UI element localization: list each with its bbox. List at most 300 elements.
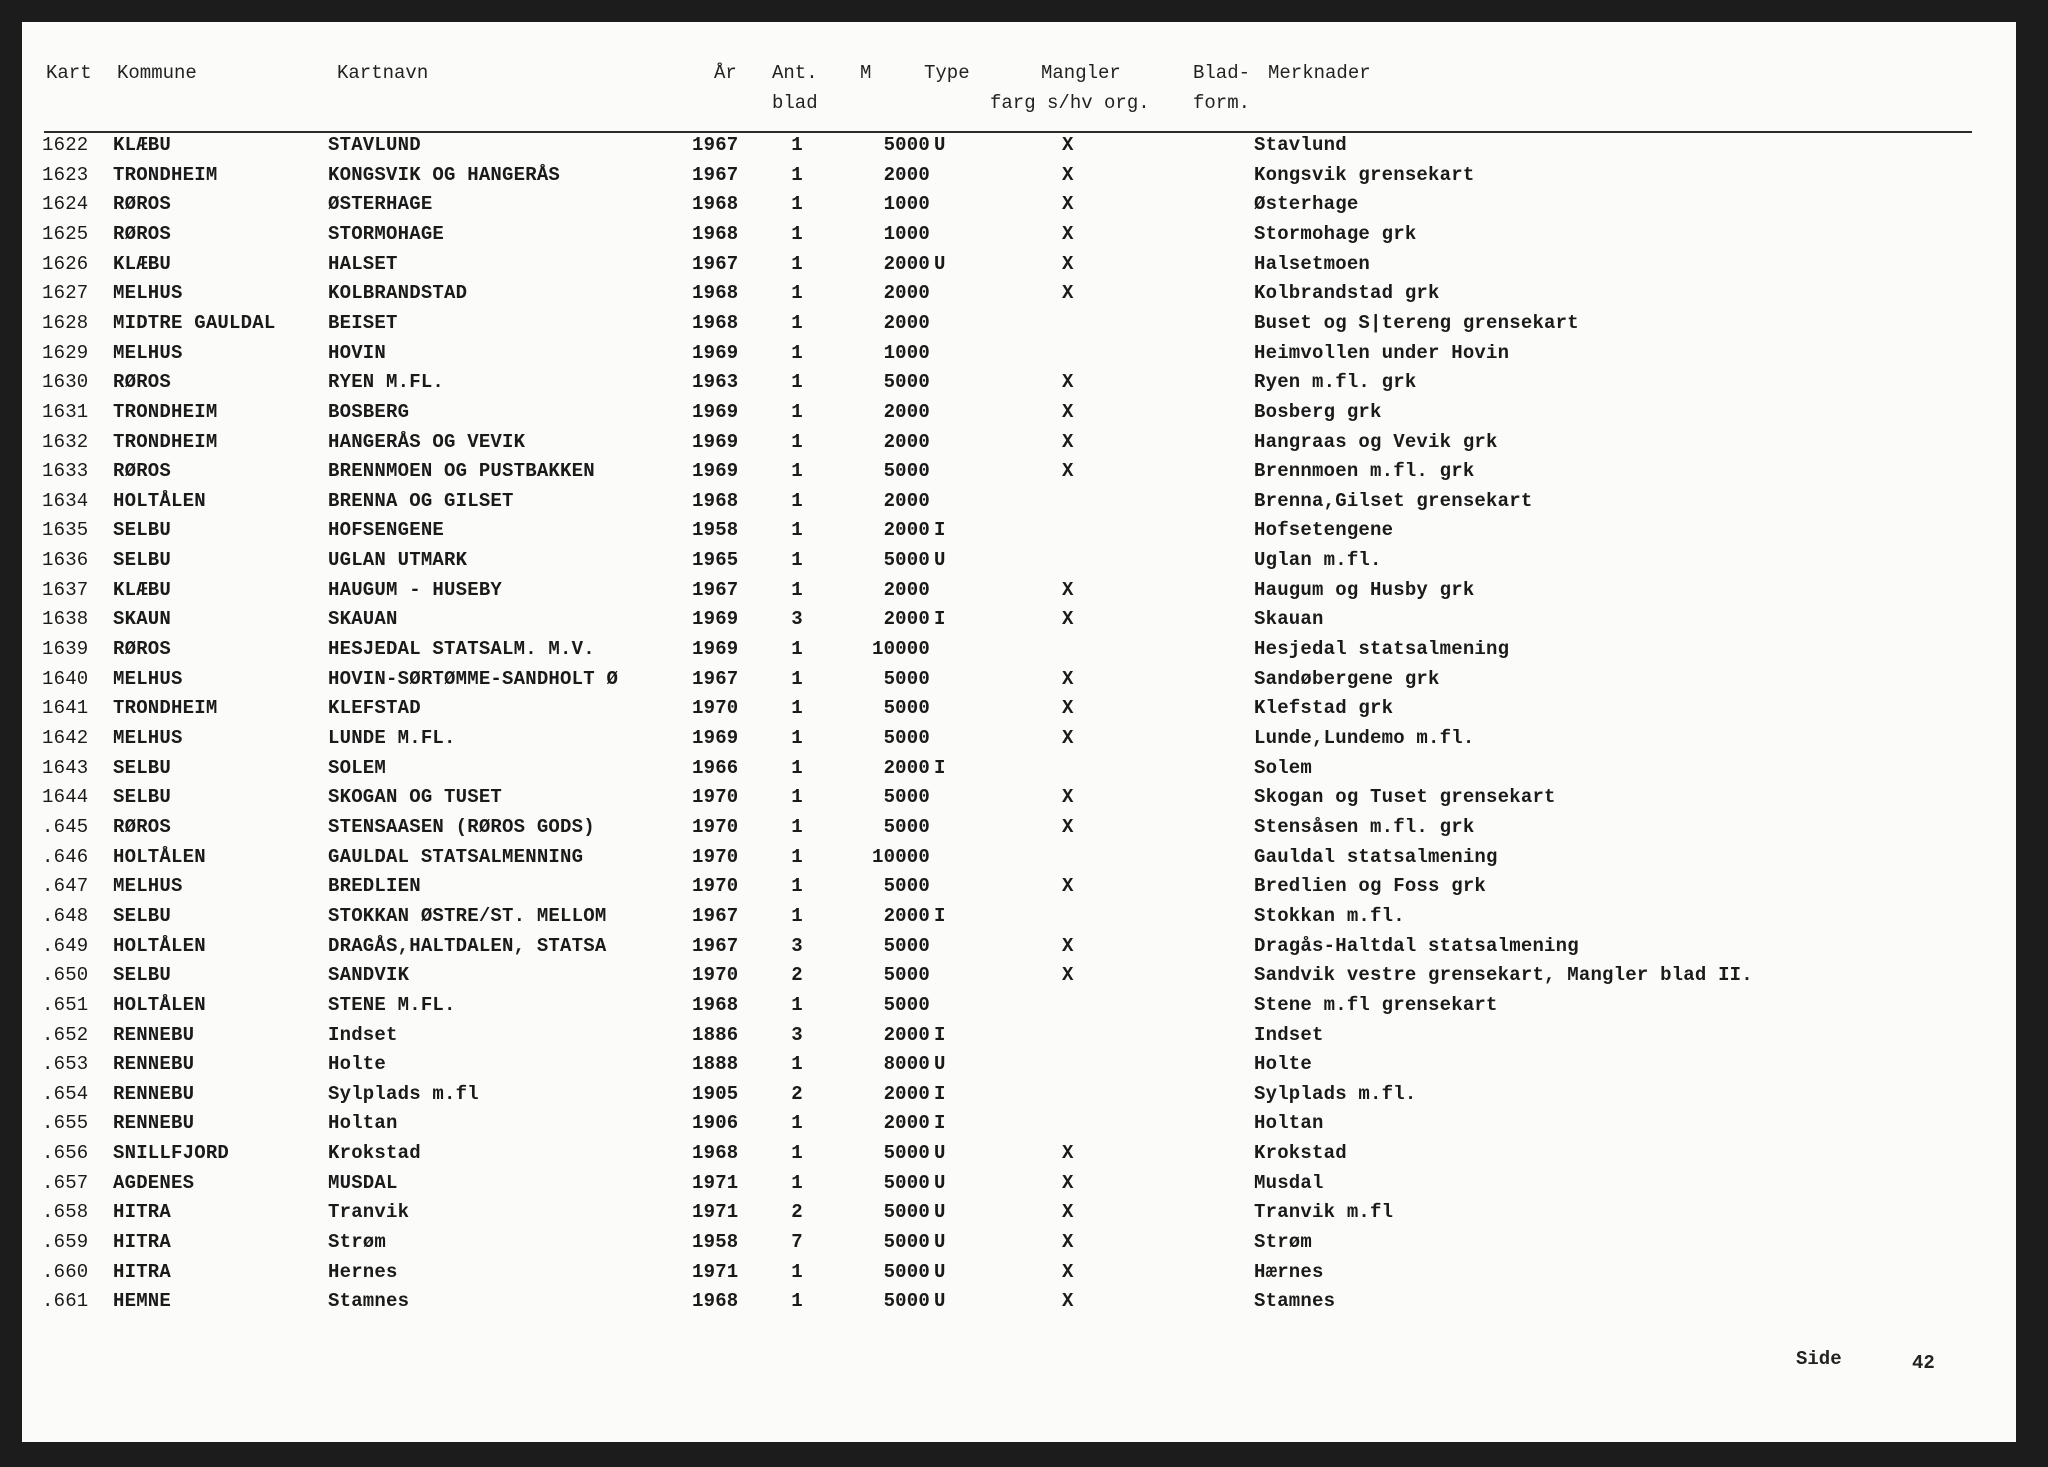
- sheet-count-cell: 1: [791, 312, 803, 334]
- map-number-cell: 1625: [42, 223, 89, 245]
- type-cell: I: [934, 1083, 946, 1105]
- missing-mark-cell: X: [1062, 164, 1074, 186]
- missing-mark-cell: X: [1062, 697, 1074, 719]
- map-name-cell: HESJEDAL STATSALM. M.V.: [328, 638, 595, 660]
- map-number-cell: 1628: [42, 312, 89, 334]
- remarks-cell: Stavlund: [1254, 134, 1347, 156]
- scale-cell: 2000: [883, 905, 930, 927]
- missing-mark-cell: X: [1062, 875, 1074, 897]
- map-name-cell: SKAUAN: [328, 608, 398, 630]
- map-number-cell: 1643: [42, 757, 89, 779]
- type-cell: U: [934, 134, 946, 156]
- scale-cell: 2000: [883, 608, 930, 630]
- table-row: [22, 1201, 2016, 1230]
- year-cell: 1970: [692, 964, 739, 986]
- map-number-cell: 1636: [42, 549, 89, 571]
- missing-mark-cell: X: [1062, 371, 1074, 393]
- sheet-count-cell: 1: [791, 1142, 803, 1164]
- year-cell: 1906: [692, 1112, 739, 1134]
- document-page: [22, 22, 2016, 1442]
- remarks-cell: Indset: [1254, 1024, 1324, 1046]
- map-number-cell: 1624: [42, 193, 89, 215]
- table-row: [22, 1112, 2016, 1141]
- missing-mark-cell: X: [1062, 253, 1074, 275]
- remarks-cell: Brennmoen m.fl. grk: [1254, 460, 1475, 482]
- header-m: M: [860, 62, 872, 84]
- remarks-cell: Hærnes: [1254, 1261, 1324, 1283]
- scale-cell: 5000: [883, 994, 930, 1016]
- year-cell: 1969: [692, 431, 739, 453]
- scale-cell: 10000: [871, 638, 930, 660]
- year-cell: 1969: [692, 401, 739, 423]
- year-cell: 1905: [692, 1083, 739, 1105]
- header-mangler-line1: Mangler: [1041, 62, 1121, 84]
- municipality-cell: SELBU: [113, 786, 172, 808]
- sheet-count-cell: 1: [791, 193, 803, 215]
- map-number-cell: .656: [42, 1142, 89, 1164]
- year-cell: 1969: [692, 638, 739, 660]
- table-row: [22, 905, 2016, 934]
- missing-mark-cell: X: [1062, 668, 1074, 690]
- remarks-cell: Hofsetengene: [1254, 519, 1394, 541]
- missing-mark-cell: X: [1062, 193, 1074, 215]
- scale-cell: 5000: [883, 816, 930, 838]
- remarks-cell: Holte: [1254, 1053, 1313, 1075]
- remarks-cell: Solem: [1254, 757, 1313, 779]
- table-row: [22, 1083, 2016, 1112]
- municipality-cell: SELBU: [113, 549, 172, 571]
- type-cell: I: [934, 519, 946, 541]
- map-name-cell: STOKKAN ØSTRE/ST. MELLOM: [328, 905, 607, 927]
- remarks-cell: Hesjedal statsalmening: [1254, 638, 1510, 660]
- scale-cell: 5000: [883, 1290, 930, 1312]
- year-cell: 1967: [692, 134, 739, 156]
- year-cell: 1971: [692, 1172, 739, 1194]
- sheet-count-cell: 1: [791, 1053, 803, 1075]
- municipality-cell: KLÆBU: [113, 134, 172, 156]
- map-name-cell: HOVIN-SØRTØMME-SANDHOLT Ø: [328, 668, 619, 690]
- year-cell: 1968: [692, 1142, 739, 1164]
- sheet-count-cell: 1: [791, 905, 803, 927]
- type-cell: I: [934, 608, 946, 630]
- map-name-cell: HAUGUM - HUSEBY: [328, 579, 503, 601]
- sheet-count-cell: 3: [791, 935, 803, 957]
- scale-cell: 5000: [883, 371, 930, 393]
- municipality-cell: HOLTÅLEN: [113, 935, 206, 957]
- municipality-cell: HITRA: [113, 1231, 172, 1253]
- municipality-cell: HOLTÅLEN: [113, 846, 206, 868]
- remarks-cell: Ryen m.fl. grk: [1254, 371, 1417, 393]
- year-cell: 1970: [692, 875, 739, 897]
- map-number-cell: .649: [42, 935, 89, 957]
- sheet-count-cell: 3: [791, 608, 803, 630]
- municipality-cell: AGDENES: [113, 1172, 195, 1194]
- table-row: [22, 727, 2016, 756]
- remarks-cell: Haugum og Husby grk: [1254, 579, 1475, 601]
- map-number-cell: 1635: [42, 519, 89, 541]
- municipality-cell: HEMNE: [113, 1290, 172, 1312]
- sheet-count-cell: 1: [791, 253, 803, 275]
- sheet-count-cell: 1: [791, 342, 803, 364]
- remarks-cell: Kolbrandstad grk: [1254, 282, 1440, 304]
- missing-mark-cell: X: [1062, 1231, 1074, 1253]
- scale-cell: 2000: [883, 1112, 930, 1134]
- municipality-cell: MELHUS: [113, 342, 183, 364]
- map-name-cell: Strøm: [328, 1231, 387, 1253]
- scale-cell: 2000: [883, 1024, 930, 1046]
- table-row: [22, 519, 2016, 548]
- table-row: [22, 490, 2016, 519]
- year-cell: 1958: [692, 519, 739, 541]
- year-cell: 1971: [692, 1201, 739, 1223]
- map-name-cell: BRENNMOEN OG PUSTBAKKEN: [328, 460, 595, 482]
- remarks-cell: Skogan og Tuset grensekart: [1254, 786, 1556, 808]
- remarks-cell: Musdal: [1254, 1172, 1324, 1194]
- map-name-cell: UGLAN UTMARK: [328, 549, 468, 571]
- type-cell: U: [934, 253, 946, 275]
- year-cell: 1967: [692, 668, 739, 690]
- table-row: [22, 193, 2016, 222]
- scale-cell: 2000: [883, 164, 930, 186]
- map-number-cell: 1644: [42, 786, 89, 808]
- year-cell: 1970: [692, 846, 739, 868]
- scale-cell: 5000: [883, 460, 930, 482]
- remarks-cell: Lunde,Lundemo m.fl.: [1254, 727, 1475, 749]
- year-cell: 1967: [692, 935, 739, 957]
- map-name-cell: Holtan: [328, 1112, 398, 1134]
- municipality-cell: RØROS: [113, 223, 172, 245]
- table-row: [22, 1053, 2016, 1082]
- sheet-count-cell: 1: [791, 638, 803, 660]
- map-number-cell: .654: [42, 1083, 89, 1105]
- table-row: [22, 460, 2016, 489]
- missing-mark-cell: X: [1062, 401, 1074, 423]
- map-number-cell: 1631: [42, 401, 89, 423]
- table-row: [22, 1231, 2016, 1260]
- table-row: [22, 134, 2016, 163]
- table-row: [22, 401, 2016, 430]
- map-number-cell: 1626: [42, 253, 89, 275]
- remarks-cell: Hangraas og Vevik grk: [1254, 431, 1498, 453]
- scale-cell: 5000: [883, 1261, 930, 1283]
- map-name-cell: Holte: [328, 1053, 387, 1075]
- scale-cell: 10000: [871, 846, 930, 868]
- scale-cell: 2000: [883, 253, 930, 275]
- year-cell: 1965: [692, 549, 739, 571]
- scale-cell: 5000: [883, 1231, 930, 1253]
- scale-cell: 2000: [883, 431, 930, 453]
- map-number-cell: 1630: [42, 371, 89, 393]
- header-ant-line2: blad: [772, 92, 818, 114]
- municipality-cell: MELHUS: [113, 668, 183, 690]
- year-cell: 1967: [692, 164, 739, 186]
- sheet-count-cell: 1: [791, 1112, 803, 1134]
- missing-mark-cell: X: [1062, 1201, 1074, 1223]
- scale-cell: 5000: [883, 1142, 930, 1164]
- remarks-cell: Brenna,Gilset grensekart: [1254, 490, 1533, 512]
- table-row: [22, 164, 2016, 193]
- missing-mark-cell: X: [1062, 579, 1074, 601]
- scale-cell: 5000: [883, 668, 930, 690]
- map-number-cell: .650: [42, 964, 89, 986]
- missing-mark-cell: X: [1062, 1261, 1074, 1283]
- municipality-cell: RØROS: [113, 193, 172, 215]
- map-number-cell: .647: [42, 875, 89, 897]
- map-number-cell: .657: [42, 1172, 89, 1194]
- municipality-cell: KLÆBU: [113, 253, 172, 275]
- sheet-count-cell: 1: [791, 579, 803, 601]
- table-row: [22, 253, 2016, 282]
- scale-cell: 5000: [883, 935, 930, 957]
- year-cell: 1968: [692, 282, 739, 304]
- sheet-count-cell: 1: [791, 401, 803, 423]
- header-kommune: Kommune: [117, 62, 197, 84]
- header-blad-line2: form.: [1193, 92, 1251, 114]
- municipality-cell: RØROS: [113, 638, 172, 660]
- type-cell: I: [934, 1024, 946, 1046]
- table-row: [22, 608, 2016, 637]
- map-name-cell: STAVLUND: [328, 134, 421, 156]
- scale-cell: 2000: [883, 282, 930, 304]
- municipality-cell: KLÆBU: [113, 579, 172, 601]
- footer-side-label: Side: [1796, 1348, 1842, 1370]
- map-name-cell: STENSAASEN (RØROS GODS): [328, 816, 595, 838]
- map-number-cell: .652: [42, 1024, 89, 1046]
- table-row: [22, 342, 2016, 371]
- year-cell: 1886: [692, 1024, 739, 1046]
- scale-cell: 1000: [883, 342, 930, 364]
- map-name-cell: LUNDE M.FL.: [328, 727, 456, 749]
- scale-cell: 5000: [883, 964, 930, 986]
- municipality-cell: SELBU: [113, 519, 172, 541]
- scale-cell: 5000: [883, 697, 930, 719]
- missing-mark-cell: X: [1062, 816, 1074, 838]
- sheet-count-cell: 1: [791, 164, 803, 186]
- table-row: [22, 312, 2016, 341]
- map-number-cell: .646: [42, 846, 89, 868]
- type-cell: U: [934, 1201, 946, 1223]
- year-cell: 1967: [692, 253, 739, 275]
- table-row: [22, 638, 2016, 667]
- sheet-count-cell: 1: [791, 668, 803, 690]
- remarks-cell: Østerhage: [1254, 193, 1359, 215]
- remarks-cell: Krokstad: [1254, 1142, 1347, 1164]
- map-number-cell: 1637: [42, 579, 89, 601]
- table-row: [22, 223, 2016, 252]
- scale-cell: 2000: [883, 579, 930, 601]
- type-cell: U: [934, 1172, 946, 1194]
- header-ant-line1: Ant.: [772, 62, 818, 84]
- sheet-count-cell: 1: [791, 727, 803, 749]
- sheet-count-cell: 3: [791, 1024, 803, 1046]
- header-divider: [44, 131, 1972, 133]
- municipality-cell: SKAUN: [113, 608, 172, 630]
- map-number-cell: 1632: [42, 431, 89, 453]
- municipality-cell: RØROS: [113, 816, 172, 838]
- year-cell: 1967: [692, 579, 739, 601]
- remarks-cell: Tranvik m.fl: [1254, 1201, 1394, 1223]
- missing-mark-cell: X: [1062, 727, 1074, 749]
- scale-cell: 1000: [883, 223, 930, 245]
- map-number-cell: .655: [42, 1112, 89, 1134]
- remarks-cell: Uglan m.fl.: [1254, 549, 1382, 571]
- type-cell: U: [934, 1290, 946, 1312]
- header-merknader: Merknader: [1268, 62, 1371, 84]
- year-cell: 1969: [692, 460, 739, 482]
- missing-mark-cell: X: [1062, 431, 1074, 453]
- remarks-cell: Strøm: [1254, 1231, 1313, 1253]
- table-row: [22, 935, 2016, 964]
- remarks-cell: Klefstad grk: [1254, 697, 1394, 719]
- municipality-cell: SNILLFJORD: [113, 1142, 230, 1164]
- map-number-cell: 1633: [42, 460, 89, 482]
- type-cell: I: [934, 1112, 946, 1134]
- map-number-cell: 1638: [42, 608, 89, 630]
- municipality-cell: RØROS: [113, 460, 172, 482]
- year-cell: 1970: [692, 697, 739, 719]
- remarks-cell: Sandvik vestre grensekart, Mangler blad II.: [1254, 964, 1753, 986]
- municipality-cell: MELHUS: [113, 875, 183, 897]
- missing-mark-cell: X: [1062, 134, 1074, 156]
- map-name-cell: RYEN M.FL.: [328, 371, 445, 393]
- table-row: [22, 875, 2016, 904]
- map-number-cell: .661: [42, 1290, 89, 1312]
- map-number-cell: 1634: [42, 490, 89, 512]
- remarks-cell: Heimvollen under Hovin: [1254, 342, 1510, 364]
- sheet-count-cell: 1: [791, 816, 803, 838]
- municipality-cell: RENNEBU: [113, 1053, 195, 1075]
- year-cell: 1968: [692, 223, 739, 245]
- scale-cell: 1000: [883, 193, 930, 215]
- sheet-count-cell: 1: [791, 549, 803, 571]
- table-row: [22, 1172, 2016, 1201]
- municipality-cell: TRONDHEIM: [113, 431, 218, 453]
- remarks-cell: Bredlien og Foss grk: [1254, 875, 1487, 897]
- sheet-count-cell: 2: [791, 964, 803, 986]
- table-row: [22, 549, 2016, 578]
- map-name-cell: GAULDAL STATSALMENNING: [328, 846, 584, 868]
- map-number-cell: 1642: [42, 727, 89, 749]
- map-name-cell: HOVIN: [328, 342, 387, 364]
- sheet-count-cell: 2: [791, 1083, 803, 1105]
- remarks-cell: Dragås-Haltdal statsalmening: [1254, 935, 1579, 957]
- scale-cell: 2000: [883, 490, 930, 512]
- scale-cell: 2000: [883, 1083, 930, 1105]
- map-name-cell: KLEFSTAD: [328, 697, 421, 719]
- municipality-cell: RENNEBU: [113, 1083, 195, 1105]
- year-cell: 1966: [692, 757, 739, 779]
- type-cell: I: [934, 757, 946, 779]
- map-name-cell: HALSET: [328, 253, 398, 275]
- map-name-cell: Sylplads m.fl: [328, 1083, 479, 1105]
- remarks-cell: Bosberg grk: [1254, 401, 1382, 423]
- remarks-cell: Sandøbergene grk: [1254, 668, 1440, 690]
- year-cell: 1968: [692, 312, 739, 334]
- missing-mark-cell: X: [1062, 460, 1074, 482]
- sheet-count-cell: 7: [791, 1231, 803, 1253]
- map-name-cell: STORMOHAGE: [328, 223, 445, 245]
- municipality-cell: MIDTRE GAULDAL: [113, 312, 276, 334]
- sheet-count-cell: 1: [791, 519, 803, 541]
- map-name-cell: ØSTERHAGE: [328, 193, 433, 215]
- year-cell: 1969: [692, 727, 739, 749]
- header-aar: År: [714, 62, 737, 84]
- header-kart: Kart: [46, 62, 92, 84]
- remarks-cell: Kongsvik grensekart: [1254, 164, 1475, 186]
- table-row: [22, 1024, 2016, 1053]
- municipality-cell: TRONDHEIM: [113, 164, 218, 186]
- municipality-cell: HITRA: [113, 1201, 172, 1223]
- map-number-cell: .653: [42, 1053, 89, 1075]
- sheet-count-cell: 1: [791, 1261, 803, 1283]
- map-name-cell: Hernes: [328, 1261, 398, 1283]
- map-number-cell: .648: [42, 905, 89, 927]
- map-number-cell: 1623: [42, 164, 89, 186]
- type-cell: U: [934, 1142, 946, 1164]
- map-name-cell: DRAGÅS,HALTDALEN, STATSA: [328, 935, 607, 957]
- sheet-count-cell: 1: [791, 282, 803, 304]
- table-row: [22, 371, 2016, 400]
- municipality-cell: MELHUS: [113, 727, 183, 749]
- scale-cell: 2000: [883, 519, 930, 541]
- year-cell: 1969: [692, 608, 739, 630]
- map-name-cell: HOFSENGENE: [328, 519, 445, 541]
- page-number: 42: [1912, 1352, 1935, 1374]
- sheet-count-cell: 1: [791, 994, 803, 1016]
- scale-cell: 8000: [883, 1053, 930, 1075]
- sheet-count-cell: 1: [791, 371, 803, 393]
- scale-cell: 5000: [883, 549, 930, 571]
- municipality-cell: HITRA: [113, 1261, 172, 1283]
- sheet-count-cell: 1: [791, 490, 803, 512]
- missing-mark-cell: X: [1062, 223, 1074, 245]
- missing-mark-cell: X: [1062, 1290, 1074, 1312]
- year-cell: 1970: [692, 816, 739, 838]
- table-row: [22, 1290, 2016, 1319]
- map-number-cell: 1622: [42, 134, 89, 156]
- municipality-cell: TRONDHEIM: [113, 401, 218, 423]
- table-row: [22, 757, 2016, 786]
- municipality-cell: SELBU: [113, 964, 172, 986]
- map-name-cell: Tranvik: [328, 1201, 410, 1223]
- header-mangler-line2: farg s/hv org.: [990, 92, 1150, 114]
- remarks-cell: Stamnes: [1254, 1290, 1336, 1312]
- sheet-count-cell: 1: [791, 697, 803, 719]
- remarks-cell: Stormohage grk: [1254, 223, 1417, 245]
- missing-mark-cell: X: [1062, 786, 1074, 808]
- municipality-cell: RENNEBU: [113, 1024, 195, 1046]
- remarks-cell: Stene m.fl grensekart: [1254, 994, 1498, 1016]
- sheet-count-cell: 1: [791, 846, 803, 868]
- map-number-cell: 1639: [42, 638, 89, 660]
- type-cell: I: [934, 905, 946, 927]
- year-cell: 1958: [692, 1231, 739, 1253]
- map-name-cell: BOSBERG: [328, 401, 410, 423]
- sheet-count-cell: 1: [791, 757, 803, 779]
- table-row: [22, 668, 2016, 697]
- year-cell: 1963: [692, 371, 739, 393]
- missing-mark-cell: X: [1062, 935, 1074, 957]
- municipality-cell: HOLTÅLEN: [113, 490, 206, 512]
- map-number-cell: .651: [42, 994, 89, 1016]
- scale-cell: 2000: [883, 312, 930, 334]
- sheet-count-cell: 2: [791, 1201, 803, 1223]
- year-cell: 1971: [692, 1261, 739, 1283]
- map-name-cell: SKOGAN OG TUSET: [328, 786, 503, 808]
- table-row: [22, 964, 2016, 993]
- scale-cell: 5000: [883, 134, 930, 156]
- remarks-cell: Stokkan m.fl.: [1254, 905, 1405, 927]
